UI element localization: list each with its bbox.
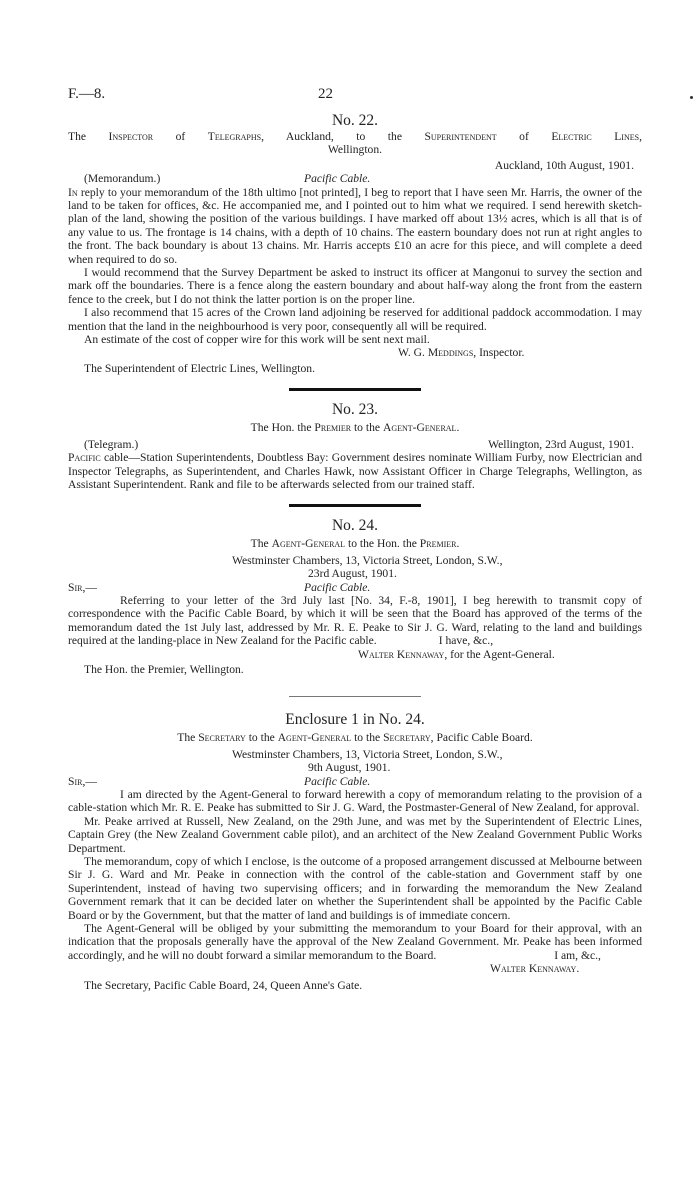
- closing: I am, &c.,: [554, 948, 601, 962]
- signature: Walter Kennaway.: [490, 962, 580, 976]
- salutation: Sir,—: [68, 580, 97, 594]
- letter-title: No. 23.: [331, 401, 379, 419]
- text: Superintendent: [424, 130, 497, 143]
- section-divider: [289, 696, 421, 697]
- text: of: [153, 130, 208, 143]
- letter-date: 23rd August, 1901.: [308, 567, 397, 581]
- text: reply to your memorandum of the 18th ultimo [not printed], I beg to report that I have seen Mr. Harris, the owner of the land to be taken for offices, &c. He accompanied me, and I pointed out to him what we required. I send herewith sketch-plan of the land, showing the position of the various buildings. I have marked off about 13½ acres, which is all that is of any value to us. The frontage is 14 chains, with a depth of 10 chains. The eastern boundary does not run at right angles to the front. The back boundary is about 13 chains. Mr. Harris accepts £10 an acre for this piece, and will complete a deed when required to do so.: [68, 185, 642, 266]
- text: Electric Lines: [551, 130, 640, 143]
- place-date: Wellington, 23rd August, 1901.: [488, 437, 634, 451]
- text: .: [456, 537, 460, 551]
- text: to the Hon. the: [345, 537, 420, 551]
- text: Secretary: [383, 731, 431, 745]
- paragraph: I would recommend that the Survey Department be asked to instruct its officer at Mangonui to survey the section and mark off the boundaries. There is a fence along the eastern boundary and about half-way along the front from the eastern fence to the creek, but I do not think the latter portion is on the proper line.: [68, 266, 642, 306]
- letter-kind: (Telegram.): [84, 437, 139, 451]
- text: Referring to your letter of the 3rd July last [No. 34, F.-8, 1901], I beg herewith to transmit copy of correspondence with the Pacific Cable Board, by which it will be seen that the Board has approved of the terms of the memorandum dated the 1st July last, addressed by Mr. R. E. Peake to Sir J. G. Ward, relating to the land and buildings required at the landing-place in New Zealand for the Pacific cable.: [68, 593, 642, 648]
- text: Agent-General: [277, 731, 352, 745]
- paragraph: [68, 451, 642, 491]
- text: W. G. Meddings: [398, 346, 474, 360]
- kind-date-row: [68, 438, 642, 451]
- letter-from-to: [68, 421, 642, 434]
- salutation-row: [68, 581, 642, 594]
- section-divider: [289, 388, 421, 391]
- text: , Auckland, to the: [261, 130, 425, 143]
- paragraph: Mr. Peake arrived at Russell, New Zealand, on the 29th June, and was met by the Superintendent of Electric Lines, Captain Grey (the New Zealand Government cable pilot), and an architect of the New Zealand Government Public Works Department.: [68, 814, 642, 855]
- letter-from-to-line2: Wellington.: [327, 143, 383, 157]
- place-date: Auckland, 10th August, 1901.: [494, 158, 634, 172]
- enclosure-1-no-24: [68, 711, 642, 992]
- text: , Pacific Cable Board.: [430, 731, 533, 745]
- text: Inspector: [108, 130, 154, 143]
- signature: [68, 346, 642, 359]
- letter-date: 9th August, 1901.: [308, 761, 391, 775]
- text: The: [177, 731, 199, 745]
- document-ref: F.—8.: [68, 86, 106, 102]
- paragraph: [68, 922, 642, 962]
- text: ,: [639, 130, 642, 143]
- signature: [68, 648, 642, 661]
- paragraph: [68, 594, 642, 648]
- paragraph: [68, 186, 642, 266]
- letter-kind: (Memorandum.): [84, 172, 161, 186]
- text: .: [456, 421, 460, 435]
- text: to the: [351, 421, 383, 435]
- sender-address: Westminster Chambers, 13, Victoria Street, London, S.W.,: [232, 747, 503, 761]
- scan-speck: [690, 96, 693, 99]
- letter-subject: Pacific Cable.: [304, 774, 371, 788]
- letter-title: Enclosure 1 in No. 24.: [285, 711, 425, 729]
- letter-subject: Pacific Cable.: [304, 580, 371, 594]
- letter-no-23: [68, 401, 642, 491]
- sender-address: Westminster Chambers, 13, Victoria Street, London, S.W.,: [232, 553, 503, 567]
- paragraph: I also recommend that 15 acres of the Crown land adjoining be reserved for additional paddock accommodation. I may mention that the land in the neighbourhood is very poor, consequently all will be required.: [68, 306, 642, 333]
- letter-subject: Pacific Cable.: [304, 172, 371, 186]
- closing: I have, &c.,: [438, 634, 494, 648]
- text: In: [68, 185, 78, 199]
- text: The Hon. the: [250, 421, 315, 435]
- text: , Inspector.: [473, 346, 525, 360]
- page-number: 22: [318, 86, 333, 102]
- paragraph: I am directed by the Agent-General to forward herewith a copy of memorandum relating to the provision of a cable-station which Mr. R. E. Peake has submitted to Sir J. G. Ward, the Postmaster-General of New Zealand, for approval.: [68, 787, 642, 815]
- text: Walter Kennaway: [358, 647, 445, 661]
- letter-from-to: [68, 130, 642, 143]
- letter-title: No. 22.: [331, 112, 379, 129]
- text: Pacific: [68, 451, 101, 465]
- text: , for the Agent-General.: [444, 647, 555, 661]
- text: Telegraphs: [207, 130, 262, 143]
- text: The: [68, 130, 109, 143]
- letter-from-to: [68, 537, 642, 550]
- document-page: [68, 88, 642, 992]
- page-header: [68, 88, 642, 108]
- addressee: The Superintendent of Electric Lines, Wellington.: [84, 361, 315, 375]
- text: cable—Station Superintendents, Doubtless Bay: Government desires nominate William Furby, now Electrician and Inspector Telegraphs, as Superintendent, and Charles Hawk, now Assistant Officer in Charge Telegraphs, Wellington, as Assistant Superintendent. Rank and file to be afterwards selected from our trained staff.: [68, 451, 642, 491]
- text: to the: [351, 731, 384, 745]
- paragraph: The memorandum, copy of which I enclose, is the outcome of a proposed arrangement discussed at Melbourne between Sir J. G. Ward and Mr. Peake in connection with the control of the cable-station and Government staff by one Superintendent, instead of having two supervising officers; and in forwarding the memorandum the New Zealand Government remark that it can be decided later on whether the Superintendent shall be appointed by the Pacific Cable Board or by the Government, but that the matter of land and buildings is of immediate concern.: [68, 855, 642, 922]
- text: Secretary: [198, 731, 246, 745]
- salutation: Sir,—: [68, 774, 97, 788]
- letter-no-22: [68, 112, 642, 375]
- text: of: [496, 130, 552, 143]
- letter-title: No. 24.: [331, 517, 379, 535]
- salutation-row: [68, 775, 642, 788]
- kind-subject-row: [68, 172, 642, 185]
- text: Agent-General: [271, 537, 346, 551]
- text: Agent-General: [382, 421, 457, 435]
- addressee: The Hon. the Premier, Wellington.: [84, 662, 244, 676]
- letter-from-to: [68, 731, 642, 744]
- letter-no-24: [68, 517, 642, 676]
- text: Premier: [419, 537, 457, 551]
- text: Premier: [314, 421, 352, 435]
- paragraph: An estimate of the cost of copper wire for this work will be sent next mail.: [84, 333, 430, 347]
- text: The Agent-General will be obliged by your submitting the memorandum to your Board for their approval, with an indication that the proposals generally have the approval of the New Zealand Government. Mr. Peake has been informed accordingly, and he will no doubt forward a similar memorandum to the Board.: [68, 922, 642, 962]
- section-divider: [289, 504, 421, 507]
- addressee: The Secretary, Pacific Cable Board, 24, Queen Anne's Gate.: [84, 978, 363, 992]
- text: The: [250, 537, 272, 551]
- text: to the: [245, 731, 278, 745]
